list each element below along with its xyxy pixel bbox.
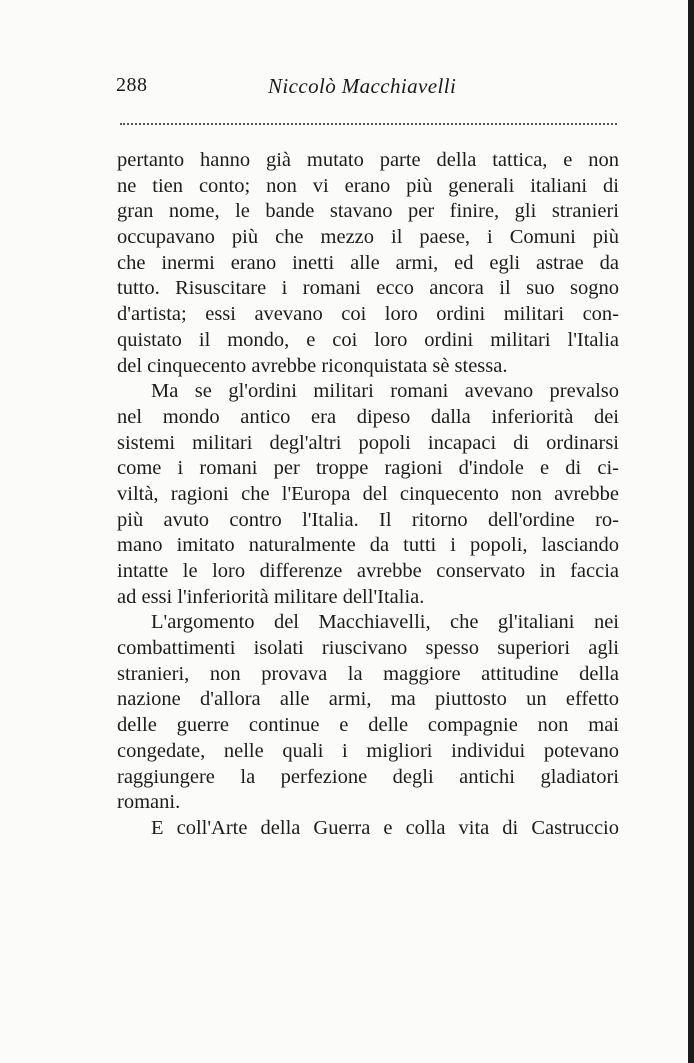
text-line: nazione d'allora alle armi, ma piuttosto un effetto bbox=[117, 688, 619, 711]
text-line: più avuto contro l'Italia. Il ritorno dell'ordine ro- bbox=[117, 508, 619, 531]
text-line: mano imitato naturalmente da tutti i popoli, lasciando bbox=[117, 534, 619, 557]
page-header bbox=[0, 74, 694, 104]
text-line: nel mondo antico era dipeso dalla inferiorità dei bbox=[117, 405, 619, 428]
text-line: congedate, nelle quali i migliori individui potevano bbox=[117, 739, 619, 762]
text-line: combattimenti isolati riuscivano spesso superiori agli bbox=[117, 637, 619, 660]
text-line: sistemi militari degl'altri popoli incapaci di ordinarsi bbox=[117, 431, 619, 454]
page-number: 288 bbox=[116, 74, 148, 96]
text-line: che inermi erano inetti alle armi, ed egli astrae da bbox=[117, 251, 619, 274]
text-line: come i romani per troppe ragioni d'indole e di ci- bbox=[117, 457, 619, 480]
text-line: del cinquecento avrebbe riconquistata sè stessa. bbox=[117, 354, 508, 377]
text-line: Ma se gl'ordini militari romani avevano prevalso bbox=[151, 380, 619, 403]
text-line: tutto. Risuscitare i romani ecco ancora il suo sogno bbox=[117, 277, 619, 300]
text-line: viltà, ragioni che l'Europa del cinquecento non avrebbe bbox=[117, 482, 619, 505]
text-line: raggiungere la perfezione degli antichi gladiatori bbox=[117, 765, 619, 788]
text-line: intatte le loro differenze avrebbe conservato in faccia bbox=[117, 560, 619, 582]
text-line: delle guerre continue e delle compagnie non mai bbox=[117, 714, 619, 737]
body-text bbox=[117, 148, 619, 842]
text-line: d'artista; essi avevano coi loro ordini militari con- bbox=[117, 303, 619, 326]
header-rule bbox=[120, 123, 617, 125]
running-head: Niccolò Macchiavelli bbox=[268, 74, 457, 98]
text-line: pertanto hanno già mutato parte della tattica, e non bbox=[117, 149, 619, 171]
text-line: stranieri, non provava la maggiore attitudine della bbox=[117, 662, 619, 685]
text-line: quistato il mondo, e coi loro ordini militari l'Italia bbox=[117, 328, 619, 351]
text-line: ad essi l'inferiorità militare dell'Italia. bbox=[117, 585, 425, 608]
text-line: gran nome, le bande stavano per finire, gli stranieri bbox=[117, 200, 619, 223]
text-line: L'argomento del Macchiavelli, che gl'italiani nei bbox=[151, 611, 619, 634]
text-line: occupavano più che mezzo il paese, i Comuni più bbox=[117, 226, 619, 249]
page-edge bbox=[688, 0, 694, 1063]
text-line: ne tien conto; non vi erano più generali italiani di bbox=[117, 174, 619, 197]
text-line: E coll'Arte della Guerra e colla vita di Castruccio bbox=[151, 816, 619, 839]
text-line: romani. bbox=[117, 791, 181, 814]
